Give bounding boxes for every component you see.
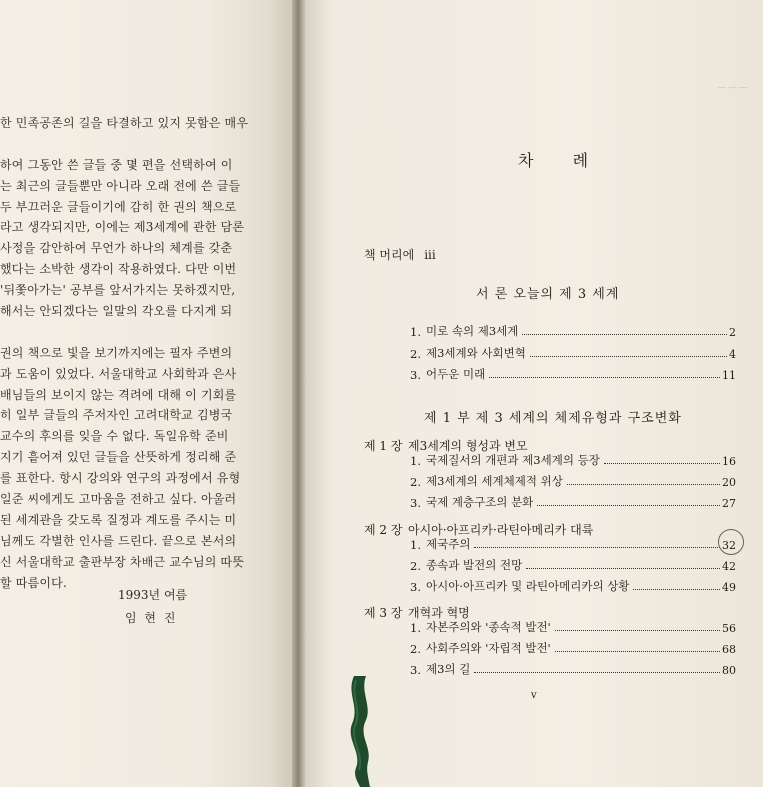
chapter-title: 개혁과 혁명 [408,606,470,620]
left-page-line: 할 따름이다. [0,575,67,590]
toc-entry-number: 3. [410,496,421,510]
toc-entry [410,576,736,594]
toc-entry [410,321,736,339]
left-page-line: 하여 그동안 쓴 글들 중 몇 편을 선택하여 이 [0,157,233,172]
left-page-line: 신 서울대학교 출판부장 차배근 교수님의 따뜻 [0,554,245,569]
left-page-line [0,322,290,343]
preface-date: 1993년 여름 [118,588,188,602]
left-page-line: 사정을 감안하여 무언가 하나의 체계를 갖춘 [0,241,233,256]
toc-entry-title: 제3세계의 세계체제적 위상 [426,474,563,488]
page-folio: v [531,690,537,701]
toc-title-char: 차 [518,151,534,170]
toc-entry-page: 56 [722,622,736,635]
toc-entry-page: 11 [722,369,736,382]
left-page-line [0,134,290,155]
chapter-title: 아시아·아프리카·라틴아메리카 대륙 [408,523,594,537]
toc-entry-page: 4 [729,348,736,361]
left-page-text [0,113,290,593]
preface-page: iii [424,248,436,262]
pencil-circle-mark [718,529,744,555]
toc-entry [410,555,736,573]
toc-entry-title: 제3세계와 사회변혁 [426,346,526,360]
toc-title-char: 례 [572,151,589,170]
left-page-line: 한 민족공존의 길을 타결하고 있지 못함은 매우 [0,116,249,130]
toc-entry-number: 3. [410,580,421,594]
left-page-line: 권의 책으로 빛을 보기까지에는 필자 주변의 [0,345,233,360]
toc-entry-page: 16 [722,455,736,468]
toc-leader-dots [537,505,720,506]
left-page-line: 배님들의 보이지 않는 격려에 대해 이 기회를 [0,387,237,402]
toc-entry-number: 3. [410,663,421,677]
right-page [306,0,763,787]
toc-entry-number: 1. [410,538,421,552]
toc-entry-page: 27 [722,497,736,510]
toc-entry-number: 2. [410,475,421,489]
toc-entry-title: 미로 속의 제3세계 [426,324,519,338]
left-page-line: 라고 생각되지만, 이에는 제3세계에 관한 담론 [0,220,245,235]
toc-entry-title: 제3의 길 [426,662,471,676]
toc-entry-number: 2. [410,642,421,656]
left-page-line: 된 세계관을 갖도록 질정과 계도를 주시는 미 [0,512,237,527]
toc-entry [410,638,736,656]
toc-entry [410,471,736,489]
toc-leader-dots [489,377,720,378]
left-page-line: 두 부끄러운 글들이기에 감히 한 권의 책으로 [0,199,237,214]
toc-leader-dots [567,484,720,485]
toc-entry [410,534,736,552]
left-page-line: 했다는 소박한 생각이 작용하였다. 다만 이번 [0,262,237,277]
toc-entry-number: 1. [410,621,421,635]
toc-entry-number: 2. [410,559,421,573]
left-page-line: 를 표한다. 항시 강의와 연구의 과정에서 유형 [0,471,241,486]
toc-leader-dots [633,589,720,590]
left-page-line: 일준 씨에게도 고마움을 전하고 싶다. 아울러 [0,492,237,507]
toc-entry [410,617,736,635]
toc-entry-number: 1. [410,454,421,468]
toc-leader-dots [474,672,720,673]
left-page-line: 교수의 후의를 잊을 수 없다. 독일유학 준비 [0,429,229,444]
preface-label: 책 머리에 [364,248,415,262]
toc-entry-title: 종속과 발전의 전망 [426,558,523,572]
part-title: 제 1 부 제 3 세계의 체제유형과 구조변화 [424,411,682,426]
toc-entry-title: 자본주의와 '종속적 발전' [426,620,551,634]
toc-entry-page: 20 [722,476,736,489]
left-page-line: '뒤쫓아가는' 공부를 앞서가지는 못하겠지만, [0,283,236,298]
bleed-through-mark: ― ― ― [717,83,747,92]
toc-entry [410,364,736,382]
toc-entry-page: 42 [722,560,736,573]
toc-leader-dots [555,651,720,652]
toc-leader-dots [522,334,727,335]
preface-author: 임 현 진 [125,611,178,625]
left-page-line: 과 도움이 있었다. 서울대학교 사회학과 은사 [0,366,237,381]
toc-leader-dots [604,463,720,464]
toc-entry [410,343,736,361]
toc-entry-page: 2 [729,326,736,339]
toc-entry-title: 국제질서의 개편과 제3세계의 등장 [426,453,600,467]
toc-leader-dots [526,568,720,569]
toc-entry-title: 제국주의 [426,537,471,551]
toc-entry-page: 49 [722,581,736,594]
toc-leader-dots [530,356,727,357]
left-page-line: 님께도 각별한 인사를 드린다. 끝으로 본서의 [0,533,237,548]
toc-entry-number: 3. [410,368,421,382]
toc-entry-number: 1. [410,325,421,339]
preface-entry [364,246,446,263]
chapter-number: 제 1 장 [364,439,403,453]
toc-entry-title: 아시아·아프리카 및 라틴아메리카의 상황 [426,579,630,593]
chapter-title: 제3세계의 형성과 변모 [408,439,528,453]
chapter-number: 제 2 장 [364,523,403,537]
left-page-line: 는 최근의 글들뿐만 아니라 오래 전에 쓴 글들 [0,178,241,193]
intro-title: 서 론 오늘의 제 3 세계 [476,287,620,302]
bookmark-ribbon [340,676,380,787]
toc-entry-page: 32 [722,539,736,552]
left-page-line: 지기 흩어져 있던 글들을 산뜻하게 정리해 준 [0,450,237,465]
toc-entry-title: 어두운 미래 [426,367,486,381]
toc-title [518,148,588,171]
left-page [0,0,292,787]
toc-entry [410,450,736,468]
toc-entry-page: 68 [722,643,736,656]
toc-leader-dots [555,630,720,631]
toc-entry-number: 2. [410,347,421,361]
toc-leader-dots [474,547,720,548]
toc-entry [410,659,736,677]
toc-entry [410,492,736,510]
book-gutter [292,0,306,787]
toc-entry-page: 80 [722,664,736,677]
left-page-line: 히 일부 글들의 주저자인 고려대학교 김병국 [0,408,233,423]
toc-entry-title: 사회주의와 '자립적 발전' [426,641,551,655]
left-page-line: 해서는 안되겠다는 일말의 각오를 다지게 되 [0,304,233,319]
chapter-number: 제 3 장 [364,606,403,620]
toc-entry-title: 국제 계층구조의 분화 [426,495,534,509]
